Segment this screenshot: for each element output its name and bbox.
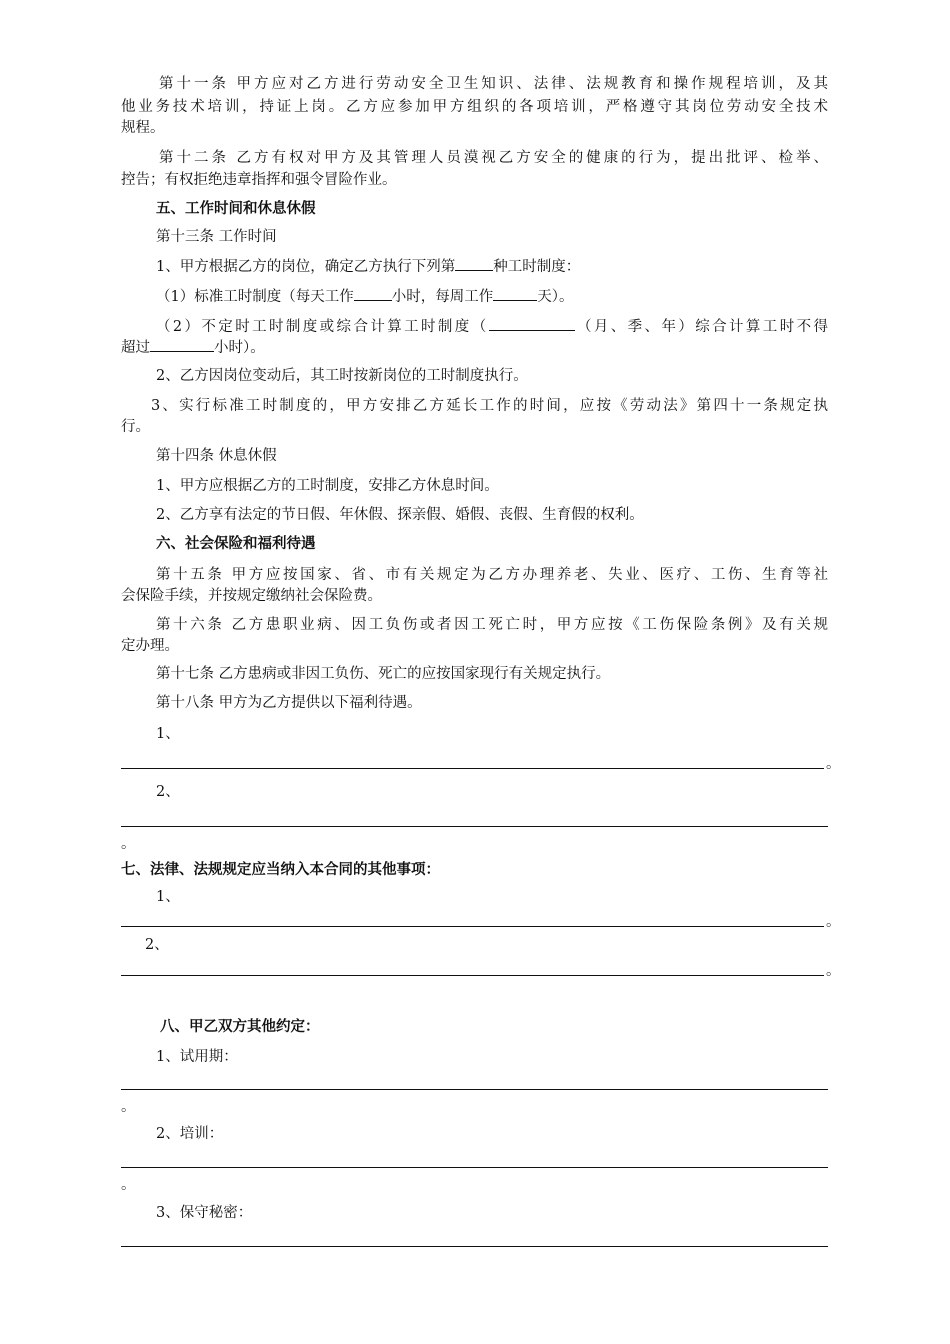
training-label: 2、培训： [156,1126,224,1142]
benefit-item-1-line[interactable] [121,768,824,769]
article-13-title: 第十三条 工作时间 [156,229,277,245]
article-14-item-1: 1、甲方应根据乙方的工时制度，安排乙方休息时间。 [156,478,499,494]
article-16-line-1: 第十六条 乙方患职业病、因工负伤或者因工死亡时，甲方应按《工伤保险条例》及有关规 [156,617,828,633]
article-14-title: 第十四条 休息休假 [156,448,277,464]
article-17: 第十七条 乙方患病或非因工负伤、死亡的应按国家现行有关规定执行。 [156,666,611,682]
section-8-heading: 八、甲乙双方其他约定： [160,1019,320,1035]
article-14-item-2: 2、乙方享有法定的节日假、年休假、探亲假、婚假、丧假、生育假的权利。 [156,507,644,523]
benefit-item-2-line[interactable] [121,826,828,827]
training-line[interactable] [121,1167,828,1168]
legal-item-2-label: 2、 [145,937,169,953]
article-13-option-1: （1）标准工时制度（每天工作 小时，每周工作 天）。 [156,286,573,307]
article-11-line-1: 第十一条 甲方应对乙方进行劳动安全卫生知识、法律、法规教育和操作规程培训，及其 [159,76,828,92]
probation-period: 。 [121,1099,136,1115]
legal-item-2-period: 。 [826,963,841,979]
probation-label: 1、试用期： [156,1049,238,1065]
probation-line[interactable] [121,1089,828,1090]
article-16-line-2: 定办理。 [121,638,179,654]
article-13-item-1: 1、甲方根据乙方的岗位，确定乙方执行下列第 种工时制度： [156,256,580,277]
max-hours-blank[interactable] [150,337,214,352]
article-13-option-2-line-1: （2）不定时工时制度或综合计算工时制度（ （月、季、年）综合计算工时不得 [156,316,828,337]
confidentiality-line[interactable] [121,1246,828,1247]
shift-type-blank[interactable] [455,256,493,271]
article-13-item-2: 2、乙方因岗位变动后，其工时按新岗位的工时制度执行。 [156,368,528,384]
section-6-heading: 六、社会保险和福利待遇 [156,536,316,552]
article-12-line-1: 第十二条 乙方有权对甲方及其管理人员漠视乙方安全的健康的行为，提出批评、检举、 [159,150,828,166]
benefit-item-1-period: 。 [826,756,841,772]
article-11-line-2: 他业务技术培训，持证上岗。乙方应参加甲方组织的各项培训，严格遵守其岗位劳动安全技术 [121,99,828,115]
training-period: 。 [121,1177,136,1193]
legal-item-2-line[interactable] [121,975,824,976]
article-11-line-3: 规程。 [121,120,165,136]
article-12-line-2: 控告；有权拒绝违章指挥和强令冒险作业。 [121,172,397,188]
benefit-item-2-label: 2、 [156,784,180,800]
article-15-line-1: 第十五条 甲方应按国家、省、市有关规定为乙方办理养老、失业、医疗、工伤、生育等社 [156,567,828,583]
legal-item-1-period: 。 [826,914,841,930]
article-13-item-3-line-1: 3、实行标准工时制度的，甲方安排乙方延长工作的时间，应按《劳动法》第四十一条规定执 [151,398,828,414]
weekly-days-blank[interactable] [493,286,537,301]
daily-hours-blank[interactable] [354,286,392,301]
benefit-item-1-label: 1、 [156,726,180,742]
section-5-heading: 五、工作时间和休息休假 [156,201,316,217]
article-13-item-3-line-2: 行。 [121,419,150,435]
legal-item-1-label: 1、 [156,889,180,905]
period-blank[interactable] [489,316,575,331]
article-13-option-2-line-2: 超过 小时）。 [121,337,265,358]
article-18-title: 第十八条 甲方为乙方提供以下福利待遇。 [156,695,422,711]
article-15-line-2: 会保险手续，并按规定缴纳社会保险费。 [121,588,382,604]
confidentiality-label: 3、保守秘密： [156,1205,253,1221]
section-7-heading: 七、法律、法规规定应当纳入本合同的其他事项： [121,862,440,878]
legal-item-1-line[interactable] [121,926,824,927]
benefit-item-2-period: 。 [121,836,136,852]
